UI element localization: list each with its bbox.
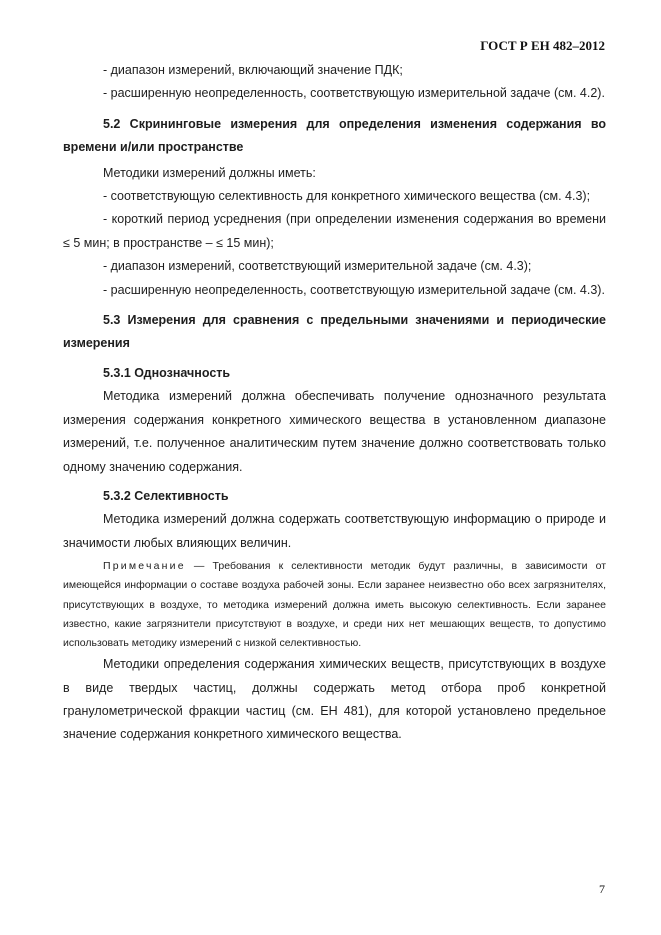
subsection-heading-5-3-1: 5.3.1 Однозначность bbox=[103, 365, 231, 380]
list-item: - расширенную неопределенность, соответствующую измерительной задаче (см. 4.2). bbox=[103, 86, 605, 101]
list-item: - короткий период усреднения (при определении изменения содержания во времени ≤ 5 мин; в пространстве – ≤ 15 мин); bbox=[63, 212, 606, 250]
note-paragraph bbox=[63, 557, 606, 653]
page-number: 7 bbox=[599, 882, 605, 896]
note-label: Примечание bbox=[103, 560, 186, 573]
paragraph: Методики измерений должны иметь: bbox=[103, 165, 316, 180]
note-text: — Требования к селективности методик будут различны, в зависимости от имеющейся информации о составе воздуха рабочей зоны. Если заранее неизвестно обо всех загрязнителях, присутствующих в воздухе, то методика измерений должна иметь высокую селективность. Если заранее известно, какие загрязнители присутствуют в воздухе, и среди них нет мешающих веществ, то допустимо использовать методику измерений с низкой селективностью. bbox=[63, 560, 606, 649]
document-code-header: ГОСТ Р ЕН 482–2012 bbox=[480, 38, 605, 53]
list-item: - расширенную неопределенность, соответствующую измерительной задаче (см. 4.3). bbox=[103, 282, 605, 297]
section-heading-5-3: 5.3 Измерения для сравнения с предельными значениями и периодические измерения bbox=[63, 313, 606, 351]
paragraph: Методика измерений должна обеспечивать получение однозначного результата измерения содержания конкретного химического вещества в установленном диапазоне измерений, т.е. полученное аналитическим путем значение должно соответствовать только одному значению содержания. bbox=[63, 389, 606, 474]
list-item: - диапазон измерений, включающий значение ПДК; bbox=[103, 63, 403, 77]
list-item: - соответствующую селективность для конкретного химического вещества (см. 4.3); bbox=[103, 189, 591, 204]
subsection-heading-5-3-2: 5.3.2 Селективность bbox=[103, 488, 229, 503]
section-heading-5-2: 5.2 Скрининговые измерения для определения изменения содержания во времени и/или пространстве bbox=[63, 116, 606, 155]
paragraph: Методика измерений должна содержать соответствующую информацию о природе и значимости любых влияющих величин. bbox=[63, 512, 606, 550]
document-body bbox=[63, 59, 606, 747]
paragraph: Методики определения содержания химических веществ, присутствующих в воздухе в виде твердых частиц, должны содержать метод отбора проб конкретной гранулометрической фракции частиц (см. ЕН 481), для которой установлено предельное значение содержания конкретного химического вещества. bbox=[63, 657, 606, 742]
list-item: - диапазон измерений, соответствующий измерительной задаче (см. 4.3); bbox=[103, 259, 532, 274]
